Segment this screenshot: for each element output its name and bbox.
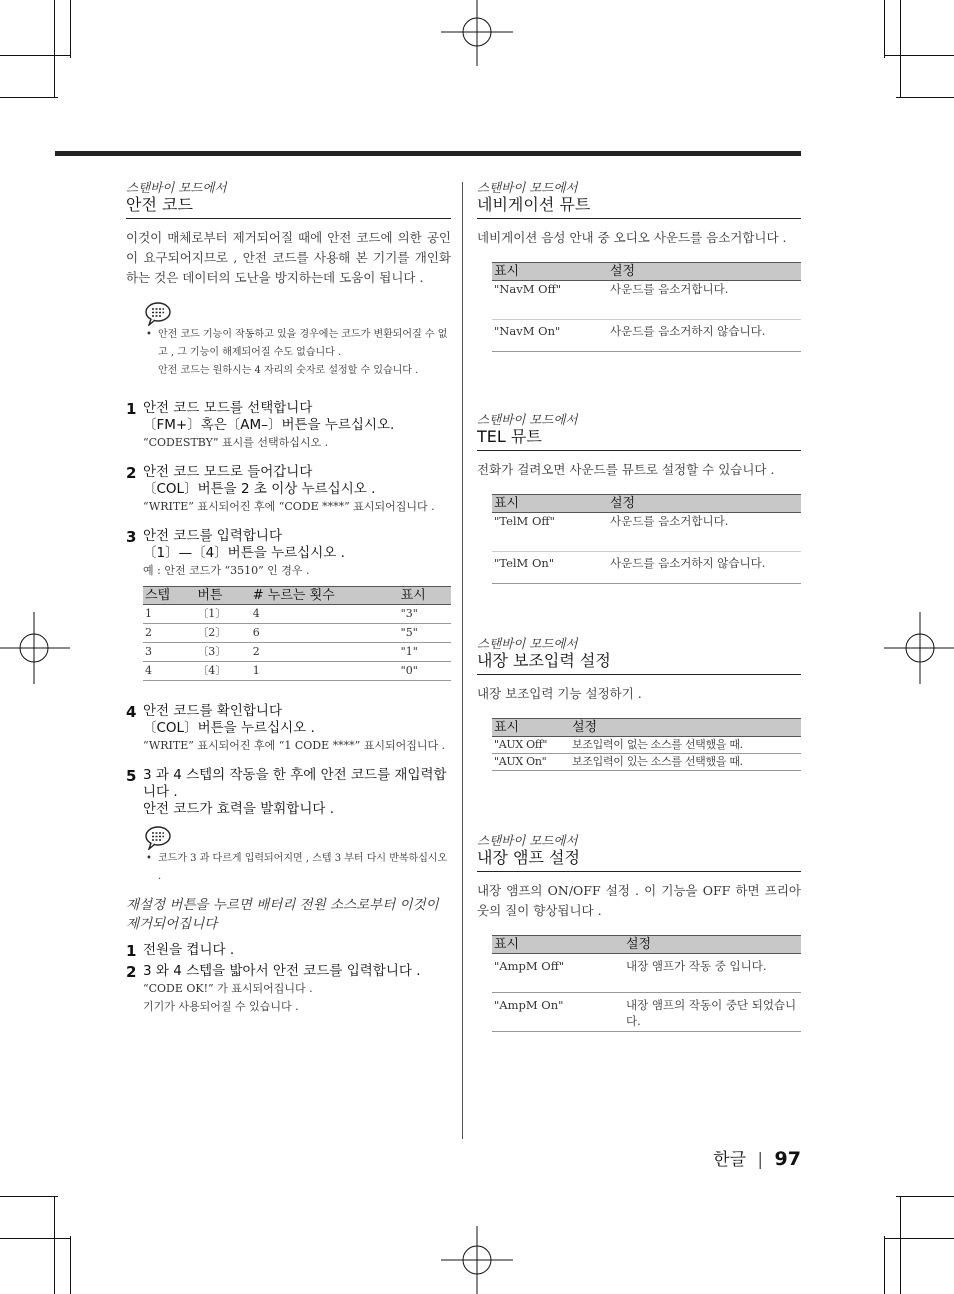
- section-subtitle: 스탠바이 모드에서: [477, 833, 578, 848]
- header-rule: [55, 151, 801, 156]
- section-title: 네비게이션 뮤트: [477, 195, 801, 219]
- step-2: 2 안전 코드 모드로 들어갑니다 〔COL〕버튼을 2 초 이상 누르십시오 . “WRITE” 표시되어진 후에 “CODE ****” 표시되어집니다 .: [126, 464, 435, 513]
- note-item: • 안전 코드 기능이 작동하고 있을 경우에는 코드가 변환되어질 수 없고 , 그 기능이 해제되어질 수도 없습니다 .: [146, 329, 448, 358]
- step-1: 1 안전 코드 모드를 선택합니다 〔FM+〕혹은〔AM–〕버튼을 누르십시오. “CODESTBY” 표시를 선택하십시오 .: [126, 400, 395, 449]
- section-body: 내장 보조입력 기능 설정하기 .: [477, 686, 642, 701]
- note-block: [126, 826, 451, 886]
- aux-table: 표시 설정 "AUX Off" 보조입력이 없는 소스를 선택했을 때. "AUX On" 보조입력이 있는 소스를 선택했을 때.: [492, 718, 801, 771]
- reset-step-1: 1 전원을 켭니다 .: [126, 942, 235, 960]
- col-header: 스텝: [143, 587, 195, 605]
- language-label: 한글: [713, 1150, 746, 1170]
- left-column: [126, 180, 451, 1016]
- column-divider: [462, 182, 463, 1139]
- table-row: "NavM On" 사운드를 음소거하지 않습니다.: [492, 320, 801, 352]
- registration-mark-top: [441, 0, 513, 72]
- table-row: "TelM On" 사운드를 음소거하지 않습니다.: [492, 552, 801, 584]
- table-row: "AUX On" 보조입력이 있는 소스를 선택했을 때.: [492, 754, 801, 771]
- col-header: 표시: [399, 587, 451, 605]
- step-4: 4 안전 코드를 확인합니다 〔COL〕버튼을 누르십시오 . “WRITE” 표시되어진 후에 “1 CODE ****” 표시되어집니다 .: [126, 703, 446, 752]
- table-row: "NavM Off" 사운드를 음소거합니다.: [492, 281, 801, 320]
- table-row: "TelM Off" 사운드를 음소거합니다.: [492, 513, 801, 552]
- note-icon: [144, 826, 172, 850]
- col-header: 버튼: [195, 587, 250, 605]
- note-item: 안전 코드는 원하시는 4 자리의 숫자로 설정할 수 있습니다 .: [158, 365, 419, 376]
- section-body: 내장 앰프의 ON/OFF 설정 . 이 기능을 OFF 하면 프리아웃의 질이 향상됩니다 .: [477, 883, 801, 918]
- tel-mute-table: 표시 설정 "TelM Off" 사운드를 음소거합니다. "TelM On" 사운드를 음소거하지 않습니다.: [492, 494, 801, 584]
- step-3: 3 안전 코드를 입력합니다 〔1〕—〔4〕버튼을 누르십시오 . 예 : 안전 코드가 “3510” 인 경우 .: [126, 528, 345, 577]
- registration-mark-right: [882, 612, 954, 684]
- col-header: # 누르는 횟수: [251, 587, 399, 605]
- table-row: 4 〔4〕 1 "0": [143, 662, 451, 681]
- section-subtitle: 스탠바이 모드에서: [477, 412, 578, 427]
- section-title: 안전 코드: [126, 195, 451, 219]
- amp-table: 표시 설정 "AmpM Off" 내장 앰프가 작동 중 입니다. "AmpM On" 내장 앰프의 작동이 중단 되었습니다.: [492, 935, 801, 1032]
- reset-heading: 재설정 버튼을 누르면 배터리 전원 소스로부터 이것이 제거되어집니다: [126, 897, 439, 932]
- section-title: 내장 앰프 설정: [477, 848, 801, 872]
- note-block: [126, 302, 451, 380]
- right-column: [477, 180, 801, 1032]
- page-footer: [700, 1145, 801, 1170]
- footer-separator: |: [757, 1150, 764, 1170]
- section-subtitle: 스탠바이 모드에서: [477, 180, 578, 195]
- section-subtitle: 스탠바이 모드에서: [126, 180, 227, 195]
- section-body: 네비게이션 음성 안내 중 오디오 사운드를 음소거합니다 .: [477, 230, 787, 245]
- section-title: 내장 보조입력 설정: [477, 651, 801, 675]
- section-subtitle: 스탠바이 모드에서: [477, 636, 578, 651]
- table-row: 1 〔1〕 4 "3": [143, 605, 451, 624]
- table-row: "AmpM On" 내장 앰프의 작동이 중단 되었습니다.: [492, 993, 801, 1032]
- table-row: "AUX Off" 보조입력이 없는 소스를 선택했을 때.: [492, 737, 801, 754]
- nav-mute-table: 표시 설정 "NavM Off" 사운드를 음소거합니다. "NavM On" 사운드를 음소거하지 않습니다.: [492, 262, 801, 352]
- table-row: "AmpM Off" 내장 앰프가 작동 중 입니다.: [492, 954, 801, 993]
- note-icon: [144, 302, 172, 326]
- page-number: 97: [774, 1148, 801, 1170]
- section-body: 전화가 걸려오면 사운드를 뮤트로 설정할 수 있습니다 .: [477, 462, 775, 477]
- section-body: 이것이 매체로부터 제거되어질 때에 안전 코드에 의한 공인이 요구되어지므로 , 안전 코드를 사용해 본 기기를 개인화하는 것은 데이터의 도난을 방지하는데 도움이 됩니다 .: [126, 230, 451, 285]
- code-entry-table: [143, 586, 451, 681]
- registration-mark-left: [0, 612, 72, 684]
- table-row: 2 〔2〕 6 "5": [143, 624, 451, 643]
- reset-step-2: 2 3 와 4 스텝을 밟아서 안전 코드를 입력합니다 . “CODE OK!” 가 표시되어집니다 . 기기가 사용되어질 수 있습니다 .: [126, 963, 421, 1013]
- section-title: TEL 뮤트: [477, 427, 801, 451]
- table-row: 3 〔3〕 2 "1": [143, 643, 451, 662]
- note-item: • 코드가 3 과 다르게 입력되어지면 , 스텝 3 부터 다시 반복하십시오 .: [146, 853, 448, 882]
- step-5: 5 3 과 4 스텝의 작동을 한 후에 안전 코드를 재입력합니다 . 안전 코드가 효력을 발휘합니다 .: [126, 767, 447, 817]
- registration-mark-bottom: [441, 1222, 513, 1294]
